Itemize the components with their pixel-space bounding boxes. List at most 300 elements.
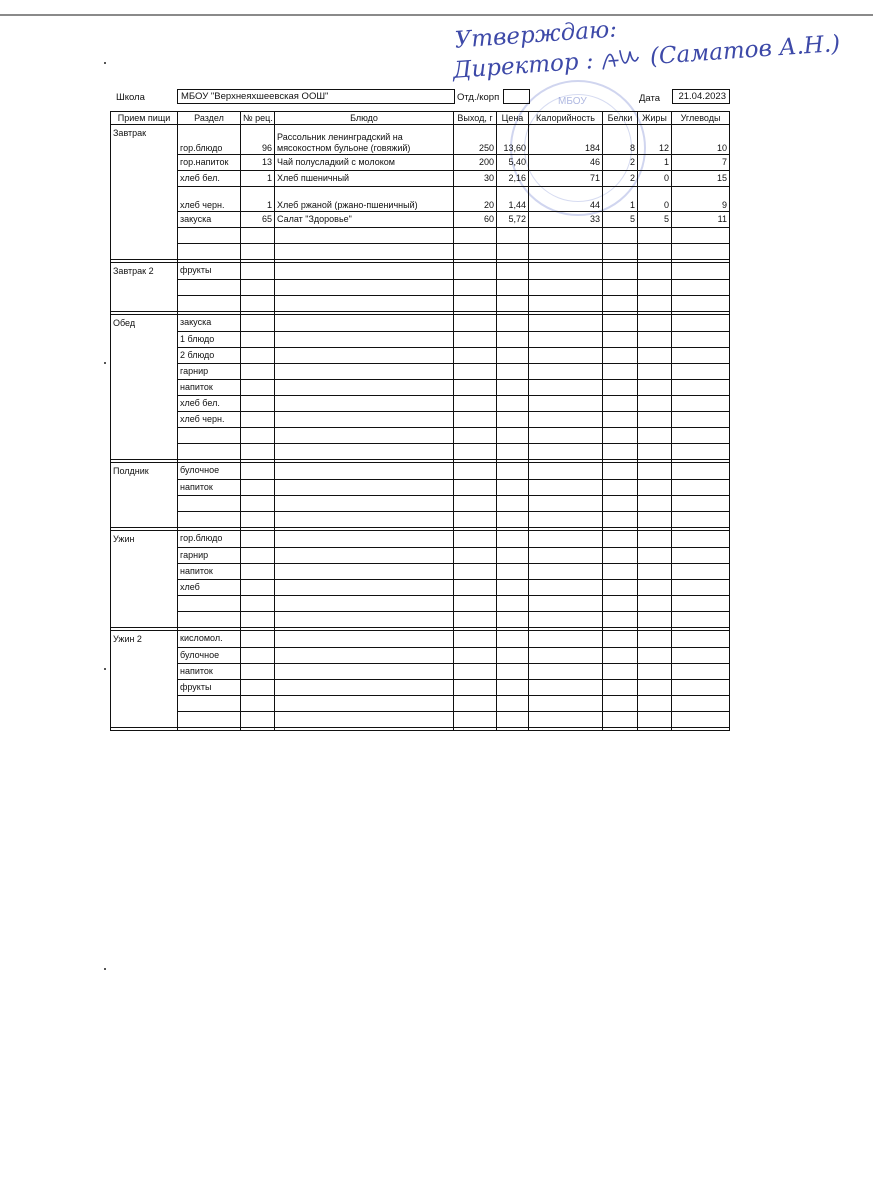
- cell-protein: 1: [603, 186, 638, 211]
- cell-carbs: [672, 479, 730, 495]
- cell-carbs: [672, 227, 730, 243]
- cell-protein: [603, 663, 638, 679]
- table-row: [111, 227, 730, 243]
- cell-carbs: [672, 563, 730, 579]
- cell-output: [454, 531, 497, 548]
- cell-protein: [603, 679, 638, 695]
- column-header: № рец.: [241, 112, 275, 125]
- cell-carbs: [672, 295, 730, 312]
- cell-fat: [638, 443, 672, 460]
- separator-cell: [275, 728, 454, 731]
- cell-recipe: [241, 411, 275, 427]
- cell-kcal: [529, 363, 603, 379]
- cell-price: [497, 495, 529, 511]
- cell-dish: [275, 647, 454, 663]
- cell-protein: 2: [603, 154, 638, 170]
- cell-recipe: [241, 511, 275, 528]
- cell-protein: 5: [603, 211, 638, 227]
- cell-dish: [275, 427, 454, 443]
- cell-protein: [603, 579, 638, 595]
- cell-recipe: [241, 611, 275, 628]
- date-label: Дата: [639, 93, 661, 104]
- cell-output: [454, 347, 497, 363]
- cell-carbs: [672, 411, 730, 427]
- signature-icon: [600, 43, 644, 76]
- cell-recipe: [241, 331, 275, 347]
- meal-cell: [111, 695, 178, 711]
- meal-name: Полдник: [111, 463, 178, 480]
- cell-section: булочное: [178, 647, 241, 663]
- table-row: [111, 631, 730, 648]
- cell-price: 5,72: [497, 211, 529, 227]
- cell-kcal: 33: [529, 211, 603, 227]
- cell-kcal: [529, 579, 603, 595]
- cell-output: [454, 547, 497, 563]
- cell-kcal: [529, 563, 603, 579]
- cell-price: [497, 227, 529, 243]
- table-row: [111, 170, 730, 186]
- cell-section: хлеб черн.: [178, 411, 241, 427]
- cell-kcal: 44: [529, 186, 603, 211]
- meal-cell: [111, 711, 178, 728]
- meal-cell: [111, 579, 178, 595]
- cell-price: [497, 711, 529, 728]
- cell-kcal: [529, 243, 603, 260]
- cell-carbs: [672, 331, 730, 347]
- cell-carbs: [672, 279, 730, 295]
- meal-cell: [111, 279, 178, 295]
- cell-kcal: [529, 695, 603, 711]
- column-header: Блюдо: [275, 112, 454, 125]
- cell-output: 250: [454, 125, 497, 155]
- cell-price: [497, 295, 529, 312]
- column-header: Цена: [497, 112, 529, 125]
- cell-dish: [275, 547, 454, 563]
- meal-name: Завтрак 2: [111, 263, 178, 280]
- cell-carbs: [672, 243, 730, 260]
- cell-protein: [603, 611, 638, 628]
- cell-fat: 0: [638, 170, 672, 186]
- cell-fat: [638, 611, 672, 628]
- cell-output: [454, 443, 497, 460]
- cell-output: [454, 563, 497, 579]
- cell-dish: [275, 463, 454, 480]
- separator-cell: [638, 728, 672, 731]
- cell-kcal: [529, 279, 603, 295]
- cell-output: [454, 379, 497, 395]
- cell-dish: [275, 663, 454, 679]
- cell-fat: 1: [638, 154, 672, 170]
- table-row: [111, 563, 730, 579]
- cell-price: [497, 579, 529, 595]
- cell-kcal: [529, 263, 603, 280]
- cell-fat: [638, 711, 672, 728]
- meal-name: Ужин 2: [111, 631, 178, 648]
- cell-section: кисломол.: [178, 631, 241, 648]
- cell-kcal: [529, 411, 603, 427]
- cell-carbs: 11: [672, 211, 730, 227]
- table-row: [111, 511, 730, 528]
- cell-fat: [638, 679, 672, 695]
- cell-protein: [603, 395, 638, 411]
- meal-name: Обед: [111, 315, 178, 332]
- cell-recipe: [241, 495, 275, 511]
- cell-carbs: 9: [672, 186, 730, 211]
- cell-section: хлеб: [178, 579, 241, 595]
- cell-dish: [275, 495, 454, 511]
- cell-protein: [603, 295, 638, 312]
- cell-fat: [638, 227, 672, 243]
- separator-cell: [497, 728, 529, 731]
- cell-dish: [275, 411, 454, 427]
- cell-price: [497, 479, 529, 495]
- meal-cell: [111, 227, 178, 243]
- table-row: [111, 395, 730, 411]
- cell-fat: [638, 479, 672, 495]
- cell-kcal: [529, 495, 603, 511]
- cell-fat: [638, 663, 672, 679]
- cell-fat: [638, 463, 672, 480]
- cell-carbs: [672, 647, 730, 663]
- column-header: Прием пищи: [111, 112, 178, 125]
- cell-protein: [603, 563, 638, 579]
- cell-kcal: [529, 347, 603, 363]
- separator-cell: [603, 728, 638, 731]
- meal-cell: [111, 647, 178, 663]
- cell-fat: [638, 395, 672, 411]
- cell-section: [178, 711, 241, 728]
- cell-carbs: 15: [672, 170, 730, 186]
- meal-cell: [111, 479, 178, 495]
- cell-dish: [275, 347, 454, 363]
- cell-output: [454, 331, 497, 347]
- cell-protein: [603, 479, 638, 495]
- cell-section: хлеб бел.: [178, 170, 241, 186]
- cell-price: [497, 695, 529, 711]
- cell-recipe: [241, 631, 275, 648]
- table-row: [111, 663, 730, 679]
- cell-kcal: [529, 379, 603, 395]
- table-row: [111, 315, 730, 332]
- cell-section: напиток: [178, 663, 241, 679]
- cell-recipe: [241, 563, 275, 579]
- cell-fat: [638, 379, 672, 395]
- cell-kcal: [529, 611, 603, 628]
- cell-dish: Хлеб пшеничный: [275, 170, 454, 186]
- cell-fat: 0: [638, 186, 672, 211]
- column-header: Калорийность: [529, 112, 603, 125]
- cell-fat: [638, 411, 672, 427]
- cell-output: [454, 395, 497, 411]
- separator-cell: [529, 728, 603, 731]
- cell-dish: [275, 595, 454, 611]
- cell-kcal: 71: [529, 170, 603, 186]
- table-row: [111, 243, 730, 260]
- cell-fat: [638, 631, 672, 648]
- cell-price: [497, 331, 529, 347]
- cell-output: [454, 363, 497, 379]
- cell-carbs: 10: [672, 125, 730, 155]
- table-header-row: [111, 112, 730, 125]
- table-row: [111, 647, 730, 663]
- cell-carbs: [672, 427, 730, 443]
- cell-output: [454, 427, 497, 443]
- cell-fat: [638, 531, 672, 548]
- cell-output: [454, 295, 497, 312]
- cell-section: [178, 243, 241, 260]
- cell-output: [454, 315, 497, 332]
- cell-protein: [603, 315, 638, 332]
- separator-cell: [241, 728, 275, 731]
- cell-dish: [275, 531, 454, 548]
- cell-dish: [275, 563, 454, 579]
- cell-carbs: [672, 579, 730, 595]
- cell-recipe: [241, 647, 275, 663]
- cell-dish: [275, 579, 454, 595]
- cell-output: [454, 511, 497, 528]
- table-row: [111, 347, 730, 363]
- cell-carbs: [672, 463, 730, 480]
- cell-section: [178, 427, 241, 443]
- cell-section: [178, 295, 241, 312]
- meal-cell: [111, 511, 178, 528]
- cell-carbs: [672, 379, 730, 395]
- cell-protein: [603, 363, 638, 379]
- cell-section: напиток: [178, 379, 241, 395]
- column-header: Раздел: [178, 112, 241, 125]
- table-row: [111, 695, 730, 711]
- cell-dish: [275, 711, 454, 728]
- cell-dish: [275, 631, 454, 648]
- cell-price: [497, 395, 529, 411]
- cell-protein: [603, 531, 638, 548]
- meal-cell: [111, 563, 178, 579]
- cell-output: [454, 631, 497, 648]
- cell-kcal: [529, 443, 603, 460]
- meal-cell: [111, 395, 178, 411]
- table-row: [111, 595, 730, 611]
- cell-kcal: [529, 711, 603, 728]
- separator-cell: [178, 728, 241, 731]
- table-row: [111, 711, 730, 728]
- cell-carbs: 7: [672, 154, 730, 170]
- cell-protein: 2: [603, 170, 638, 186]
- cell-recipe: [241, 279, 275, 295]
- cell-price: [497, 595, 529, 611]
- cell-output: 200: [454, 154, 497, 170]
- meal-cell: [111, 170, 178, 186]
- cell-output: [454, 227, 497, 243]
- cell-carbs: [672, 263, 730, 280]
- cell-output: [454, 647, 497, 663]
- cell-dish: [275, 379, 454, 395]
- table-row: [111, 379, 730, 395]
- cell-recipe: 1: [241, 186, 275, 211]
- cell-protein: [603, 631, 638, 648]
- cell-fat: [638, 315, 672, 332]
- cell-section: булочное: [178, 463, 241, 480]
- cell-section: [178, 495, 241, 511]
- cell-fat: [638, 495, 672, 511]
- cell-section: закуска: [178, 211, 241, 227]
- cell-dish: [275, 227, 454, 243]
- approval-director-name: (Саматов А.Н.): [649, 30, 841, 71]
- table-row: [111, 279, 730, 295]
- cell-dish: [275, 679, 454, 695]
- cell-output: 60: [454, 211, 497, 227]
- cell-output: [454, 279, 497, 295]
- cell-dish: [275, 695, 454, 711]
- stamp-text: МБОУ: [558, 96, 587, 107]
- table-row: [111, 495, 730, 511]
- dept-field: [503, 89, 530, 104]
- cell-fat: 5: [638, 211, 672, 227]
- meal-cell: [111, 411, 178, 427]
- cell-dish: [275, 263, 454, 280]
- meal-cell: [111, 243, 178, 260]
- cell-dish: [275, 243, 454, 260]
- meal-cell: [111, 663, 178, 679]
- cell-output: [454, 695, 497, 711]
- cell-kcal: [529, 663, 603, 679]
- cell-fat: [638, 511, 672, 528]
- cell-kcal: 184: [529, 125, 603, 155]
- cell-section: гор.напиток: [178, 154, 241, 170]
- cell-recipe: [241, 711, 275, 728]
- cell-price: [497, 379, 529, 395]
- cell-section: [178, 695, 241, 711]
- cell-kcal: [529, 427, 603, 443]
- cell-price: [497, 263, 529, 280]
- cell-carbs: [672, 347, 730, 363]
- cell-output: [454, 595, 497, 611]
- table-row: [111, 211, 730, 227]
- cell-protein: [603, 227, 638, 243]
- cell-fat: [638, 295, 672, 312]
- cell-price: [497, 611, 529, 628]
- cell-carbs: [672, 511, 730, 528]
- cell-fat: [638, 595, 672, 611]
- cell-fat: [638, 331, 672, 347]
- cell-protein: [603, 511, 638, 528]
- cell-recipe: [241, 427, 275, 443]
- cell-price: [497, 647, 529, 663]
- cell-kcal: [529, 547, 603, 563]
- cell-section: [178, 511, 241, 528]
- cell-carbs: [672, 531, 730, 548]
- cell-recipe: 13: [241, 154, 275, 170]
- cell-carbs: [672, 695, 730, 711]
- separator-cell: [672, 728, 730, 731]
- cell-kcal: [529, 295, 603, 312]
- meal-cell: [111, 679, 178, 695]
- cell-dish: [275, 479, 454, 495]
- cell-protein: [603, 495, 638, 511]
- cell-price: [497, 411, 529, 427]
- table-row: [111, 679, 730, 695]
- cell-fat: [638, 695, 672, 711]
- cell-protein: [603, 463, 638, 480]
- cell-dish: Салат "Здоровье": [275, 211, 454, 227]
- table-row: [111, 411, 730, 427]
- scan-speck: [104, 668, 106, 670]
- cell-carbs: [672, 663, 730, 679]
- cell-fat: [638, 547, 672, 563]
- cell-fat: [638, 427, 672, 443]
- cell-dish: Хлеб ржаной (ржано-пшеничный): [275, 186, 454, 211]
- cell-kcal: 46: [529, 154, 603, 170]
- cell-fat: 12: [638, 125, 672, 155]
- cell-output: [454, 495, 497, 511]
- cell-section: хлеб черн.: [178, 186, 241, 211]
- dept-label: Отд./корп: [457, 92, 500, 103]
- table-row: [111, 611, 730, 628]
- cell-recipe: [241, 315, 275, 332]
- meal-name: Завтрак: [111, 125, 178, 155]
- cell-recipe: [241, 531, 275, 548]
- cell-recipe: 65: [241, 211, 275, 227]
- cell-section: [178, 443, 241, 460]
- cell-kcal: [529, 647, 603, 663]
- cell-dish: [275, 611, 454, 628]
- cell-kcal: [529, 227, 603, 243]
- cell-protein: [603, 411, 638, 427]
- cell-recipe: [241, 679, 275, 695]
- meal-cell: [111, 347, 178, 363]
- cell-recipe: 1: [241, 170, 275, 186]
- cell-section: [178, 227, 241, 243]
- cell-protein: [603, 279, 638, 295]
- cell-kcal: [529, 531, 603, 548]
- cell-recipe: [241, 363, 275, 379]
- cell-recipe: [241, 463, 275, 480]
- approval-line-1: Утверждаю:: [453, 16, 618, 54]
- table-row: [111, 547, 730, 563]
- cell-kcal: [529, 511, 603, 528]
- cell-recipe: [241, 479, 275, 495]
- table-row: [111, 579, 730, 595]
- cell-price: 1,44: [497, 186, 529, 211]
- cell-section: фрукты: [178, 679, 241, 695]
- meal-cell: [111, 547, 178, 563]
- school-label: Школа: [116, 92, 145, 103]
- cell-kcal: [529, 315, 603, 332]
- cell-section: гор.блюдо: [178, 531, 241, 548]
- cell-section: гарнир: [178, 363, 241, 379]
- cell-output: [454, 243, 497, 260]
- cell-protein: 8: [603, 125, 638, 155]
- cell-recipe: [241, 595, 275, 611]
- cell-recipe: [241, 579, 275, 595]
- cell-output: [454, 479, 497, 495]
- cell-kcal: [529, 479, 603, 495]
- cell-protein: [603, 547, 638, 563]
- scan-speck: [104, 362, 106, 364]
- cell-output: [454, 711, 497, 728]
- meal-separator: [111, 728, 730, 731]
- cell-price: [497, 547, 529, 563]
- cell-output: [454, 611, 497, 628]
- cell-output: 30: [454, 170, 497, 186]
- cell-fat: [638, 347, 672, 363]
- cell-recipe: [241, 547, 275, 563]
- table-row: [111, 479, 730, 495]
- meal-cell: [111, 331, 178, 347]
- cell-carbs: [672, 395, 730, 411]
- cell-carbs: [672, 443, 730, 460]
- cell-recipe: [241, 663, 275, 679]
- cell-dish: [275, 295, 454, 312]
